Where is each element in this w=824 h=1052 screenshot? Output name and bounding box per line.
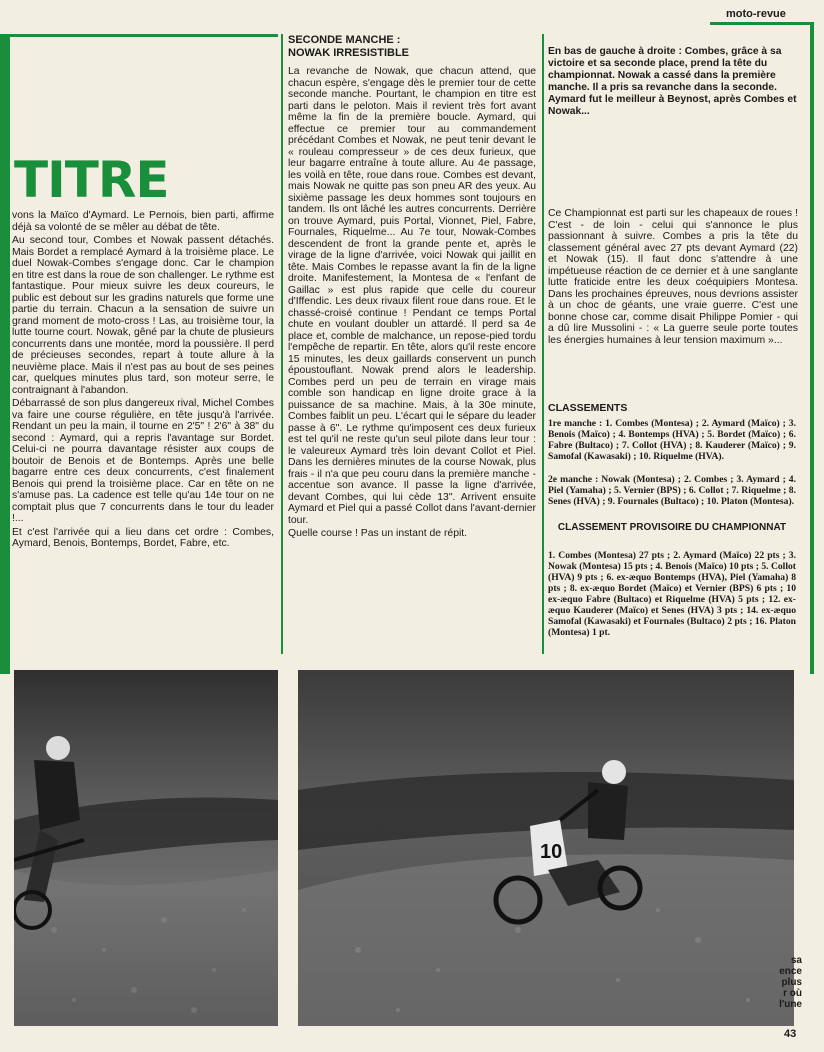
paragraph: Au second tour, Combes et Nowak passent détachés. Mais Bordet a remplacé Aymard à la troisième place. Le duel Nowak-Combes s'engage donc. Car le champion en titre est dans la roue de son challenger. Le rythme est fantastique. Pour mieux suivre les deux coureurs, le public est debout sur les gradins naturels que forme une partie du terrain. Chacun a la sensation de suivre un grand moment de moto-cross ! Las, au troisième tour, la lutte tourne court. Nowak, gêné par la chute de plusieurs concurrents dans une montée, mord la poussière. Il perd de précieuses secondes, repart à toute allure à la neuvième place. Mais il n'est pas au bout de ses peines car, quelques minutes plus tard, son moteur serre, le contraignant à l'abandon. <box>12 235 274 396</box>
section-heading: SECONDE MANCHE : NOWAK IRRESISTIBLE <box>288 34 410 59</box>
photo-caption: En bas de gauche à droite : Combes, grâce à sa victoire et sa seconde place, prend la tête du championnat. Nowak a cassé dans la première manche. Il a pris sa revanche dans la seconde. Aymard fut le meilleur à Beynost, après Combes et Nowak... <box>548 46 797 117</box>
photo-rider-left <box>14 670 278 1026</box>
paragraph: Débarrassé de son plus dangereux rival, Michel Combes va faire une course régulière, en tête jusqu'à l'arrivée. Rendant un peu la main, il tourne en 2'5" ! 2'6" à 38" du second : Aymard, qui a repris l'avantage sur Bordet. Celui-ci ne pourra davantage résister aux coups de boutoir de Benois et de Bontemps. Après une belle bagarre entre ces deux concurrents, c'est finalement Benois qui prend la troisième place. Car en tête on ne s'amuse pas. La cadence est telle qu'au 14e tour on ne comptait plus que 7 concurrents dans le tour du leader !... <box>12 398 274 524</box>
photo-rider-right <box>298 670 794 1026</box>
right-green-bar <box>810 22 814 674</box>
continued-text-fragment: sa ence plus r où l'une <box>779 955 802 1010</box>
provisional-standings: 1. Combes (Montesa) 27 pts ; 2. Aymard (Maïco) 22 pts ; 3. Nowak (Montesa) 15 pts ; 4. Benois (Maïco) 10 pts ; 5. Collot (HVA) 9 pts ; 6. ex-æquo Bontemps (HVA), Piel (Yamaha) 8 pts ; 8. ex-æquo Bordet (Maïco) et Vernier (BPS) 6 pts ; 10 ex-æquo Fabre (Bultaco) et Riquelme (HVA) 5 pts ; 12. ex-æquo Kauderer (Maïco) et Senes (HVA) 3 pts ; 14. ex-æquo Samofal (Kawasaki) et Fournales (Bultaco) 2 pts ; 16. Platon (Montesa) 1 pt. <box>548 550 796 638</box>
column-2 <box>288 66 536 542</box>
provisional-standings-heading: CLASSEMENT PROVISOIRE DU CHAMPIONNAT <box>557 522 787 533</box>
paragraph: vons la Maïco d'Aymard. Le Pernois, bien parti, affirme déjà sa volonté de se mêler au débat de tête. <box>12 210 274 233</box>
top-green-rule <box>10 34 278 37</box>
race-number: 10 <box>540 841 563 863</box>
paragraph: La revanche de Nowak, que chacun attend, que chacun espère, s'engage dès le premier tour de cette seconde manche. Pourtant, le champion en titre est parti dans le peloton. Mais il revient très fort avant même la fin de la première boucle. Aymard, qui effectue ce premier tour au commandement précédant Combes et Nowak, ne peut tenir devant le « rouleau compresseur » de ces deux furieux, que leur bagarre entraîne à toute allure. Au 4e passage, les voilà en tête, roue dans roue. Combes est devant, mais Nowak ne quitte pas son pneu AR des yeux. Au sixième passage les deux hommes sont toujours en tandem. Ils ont lâché les autres concurrents. Derrière on trouve Aymard, puis Portal, Vionnet, Piel, Fabre, Fournales, Riquelme... Au 7e tour, Nowak-Combes descendent de front la grande pente et, après le virage de la ligne d'arrivée, voici Nowak qui jaillit en tête. Mais Combes le repasse avant la fin de la ligne droite. Manifestement, la Montesa de « l'enfant de Gaillac » est plus rapide que celle du coureur d'Iffendic. Les deux rivaux filent roue dans roue. Et le chassé-croisé continue ! Pendant ce temps Portal chute en voulant doubler un attardé. Il perd sa 4e place et, comble de malchance, un repose-pied tordu l'empêche de repartir. En tête, alors qu'il reste encore 15 minutes, les deux gaillards conservent un punch époustouflant. Nowak prend alors le leadership. Combes perd un peu de terrain en virage mais comble son handicap en ligne droite grace à la puissance de sa machine. Mais, à la 30e minute, Combes faiblit un peu. L'écart qui le sépare du leader passe à 6". Le rythme qu'imposent ces deux furieux est tel qu'il ne reste qu'un seul pilote dans leur tour : le valeureux Aymard très loin devant Collot et Piel. Dans les dernières minutes de la course Nowak, plus frais - il n'a que peu couru dans la première manche - accentue son avance. Il passe la ligne d'arrivée, devant Combes, qui lui cède 13". Arrivent ensuite Aymard et Piel qui a passé Collot dans l'avant-dernier tour. <box>288 66 536 526</box>
classements-heading: CLASSEMENTS <box>548 402 628 414</box>
column-divider-2 <box>542 34 544 654</box>
article-title: TITRE <box>14 151 169 209</box>
paragraph: Quelle course ! Pas un instant de répit. <box>288 528 468 539</box>
left-green-bar <box>0 34 10 674</box>
results-manche-2: 2e manche : Nowak (Montesa) ; 2. Combes ; 3. Aymard ; 4. Piel (Yamaha) ; 5. Vernier (BPS) ; 6. Collot ; 7. Riquelme ; 8. Senes (HVA) ; 9. Fournales (Bultaco) ; 10. Platon (Montesa). <box>548 474 796 507</box>
right-green-rule <box>710 22 814 25</box>
paragraph: Ce Championnat est parti sur les chapeaux de roues ! C'est - de loin - celui qui s'annonce le plus passionnant à suivre. Combes a pris la tête du classement général avec 27 pts devant Aymard (22) et Nowak (15). Il faut donc s'attendre à une impétueuse réaction de ce dernier et à une sanglante lutte fraticide entre les deux coéquipiers Montesa. Dans les prochaines épreuves, nous devrions assister à un choc de géants, une vraie guerre. C'est une bonne chose car, comme disait Philippe Pomier - qui a dû lire Mussolini - : « La guerre seule porte toutes les énergies humaines à leur tension maximum »... <box>548 208 798 346</box>
paragraph: Et c'est l'arrivée qui a lieu dans cet ordre : Combes, Aymard, Benois, Bontemps, Bordet, Fabre, etc. <box>12 526 274 549</box>
column-divider-1 <box>281 34 283 654</box>
page-number: 43 <box>784 1028 797 1040</box>
results-manche-1: 1re manche : 1. Combes (Montesa) ; 2. Aymard (Maïco) ; 3. Benois (Maïco) ; 4. Bontemps (HVA) ; 5. Bordet (Maïco) ; 6. Fabre (Bultaco) ; 7. Collot (HVA) ; 8. Kauderer (Maïco) ; 9. Samofal (Kawasaki) ; 10. Riquelme (HVA). <box>548 418 796 462</box>
column-3 <box>548 208 798 348</box>
column-1 <box>12 210 274 552</box>
magazine-name: moto-revue <box>726 8 786 20</box>
